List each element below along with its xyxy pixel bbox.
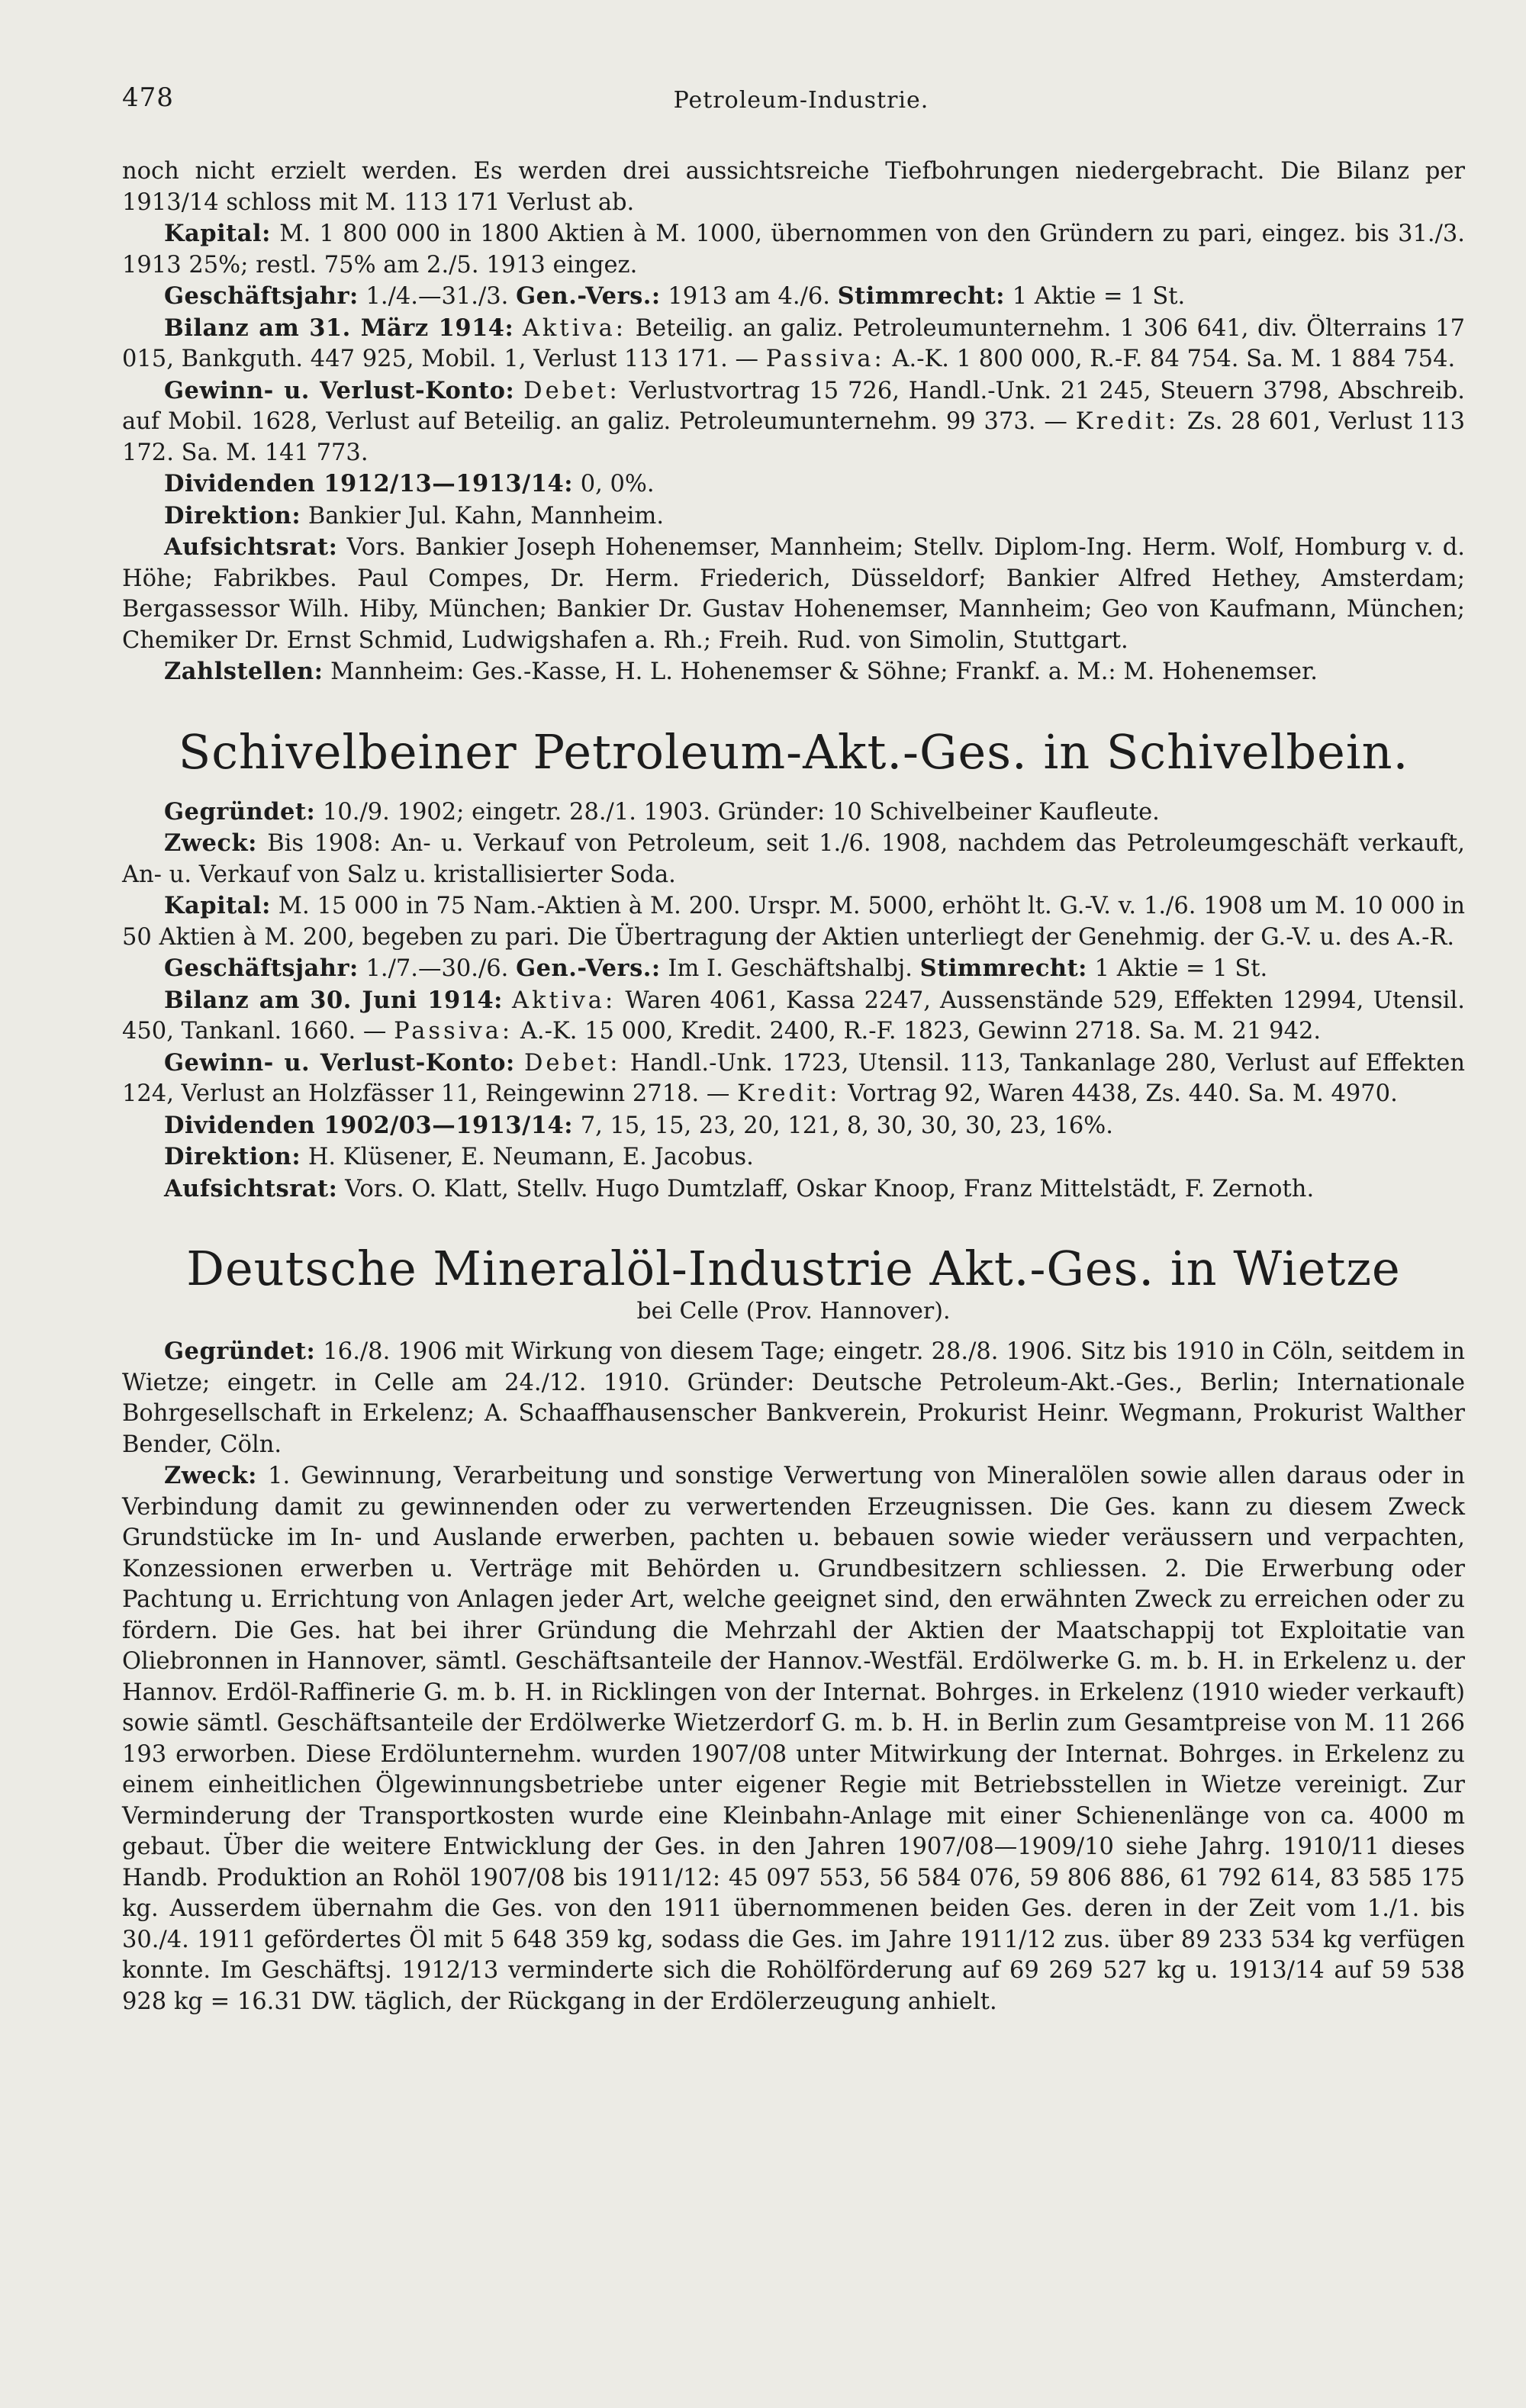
s1-gegruendet bbox=[122, 797, 1465, 829]
zahl-text: Mannheim: Ges.-Kasse, H. L. Hohenemser & Söhne; Frankf. a. M.: M. Hohenemser. bbox=[330, 658, 1318, 685]
stimm-text: 1 Aktie = 1 St. bbox=[1094, 955, 1268, 982]
s1-dividenden bbox=[122, 1110, 1465, 1142]
zweck-text: Bis 1908: An- u. Verkauf von Petroleum, seit 1./6. 1908, nachdem das Petroleumgeschäft verkauft, An- u. Verkauf von Salz u. kristallisierter Soda. bbox=[122, 830, 1465, 888]
page-number: 478 bbox=[122, 82, 174, 113]
kredit-label: Kredit: bbox=[1075, 408, 1179, 435]
intro-geschaeftsjahr bbox=[122, 281, 1465, 313]
ar-text: Vors. O. Klatt, Stellv. Hugo Dumtzlaff, Oskar Knoop, Franz Mittelstädt, F. Zernoth. bbox=[345, 1175, 1315, 1202]
guv-label: Gewinn- u. Verlust-Konto: bbox=[164, 376, 515, 404]
gj-label: Geschäftsjahr: bbox=[164, 955, 359, 982]
zweck-label: Zweck: bbox=[164, 829, 257, 857]
s1-guv bbox=[122, 1048, 1465, 1110]
stimm-label: Stimmrecht: bbox=[919, 955, 1087, 982]
running-title: Petroleum-Industrie. bbox=[673, 87, 929, 114]
s1-kapital bbox=[122, 890, 1465, 953]
s1-geschaeftsjahr bbox=[122, 953, 1465, 985]
passiva-text: A.-K. 15 000, Kredit. 2400, R.-F. 1823, Gewinn 2718. Sa. M. 21 942. bbox=[520, 1018, 1322, 1045]
aktiva-text: Beteilig. an galiz. Petroleumunternehm. 1 306 641, div. Ölterrains 17 015, Bankguth. 447 925, Mobil. 1, Verlust 113 171. — bbox=[122, 314, 1465, 372]
section-title-schivelbein: Schivelbeiner Petroleum-Akt.-Ges. in Schivelbein. bbox=[178, 723, 1409, 780]
div-text: 7, 15, 15, 23, 20, 121, 8, 30, 30, 30, 23, 16%. bbox=[580, 1112, 1113, 1139]
gegr-label: Gegründet: bbox=[164, 1338, 316, 1365]
ar-text: Vors. Bankier Joseph Hohenemser, Mannheim; Stellv. Diplom-Ing. Herm. Wolf, Homburg v. d. Höhe; Fabrikbes. Paul Compes, Dr. Herm. Friederich, Düsseldorf; Bankier Alfred Hethey, Amsterdam; Bergassessor Wilh. Hiby, München; Bankier Dr. Gustav Hohenemser, Mannheim; Geo von Kaufmann, München; Chemiker Dr. Ernst Schmid, Ludwigshafen a. Rh.; Freih. Rud. von Simolin, Stuttgart. bbox=[122, 534, 1465, 654]
intro-direktion bbox=[122, 501, 1465, 533]
intro-paragraph: noch nicht erzielt werden. Es werden drei aussichtsreiche Tiefbohrungen niedergebracht. Die Bilanz per 1913/14 schloss mit M. 113 171 Verlust ab. bbox=[122, 158, 1465, 216]
gv-text: 1913 am 4./6. bbox=[668, 283, 830, 310]
dir-label: Direktion: bbox=[164, 501, 301, 530]
stimm-text: 1 Aktie = 1 St. bbox=[1012, 283, 1186, 310]
dir-text: H. Klüsener, E. Neumann, E. Jacobus. bbox=[307, 1144, 754, 1170]
gegr-text: 16./8. 1906 mit Wirkung von diesem Tage; eingetr. 28./8. 1906. Sitz bis 1910 in Cöln, seitdem in Wietze; eingetr. in Celle am 24./12. 1910. Gründer: Deutsche Petroleum-Akt.-Ges., Berlin; Internationale Bohrgesellschaft in Erkelenz; A. Schaaffhausenscher Bankverein, Prokurist Heinr. Wegmann, Prokurist Walther Bender, Cöln. bbox=[122, 1338, 1465, 1458]
debet-text: Handl.-Unk. 1723, Utensil. 113, Tankanlage 280, Verlust auf Effekten 124, Verlust an Holzfässer 11, Reingewinn 2718. — bbox=[122, 1049, 1465, 1107]
gj-text: 1./7.—30./6. bbox=[365, 955, 509, 982]
passiva-label: Passiva: bbox=[394, 1018, 513, 1045]
debet-label: Debet: bbox=[523, 377, 620, 404]
gv-label: Gen.-Vers.: bbox=[516, 282, 661, 310]
stimm-label: Stimmrecht: bbox=[837, 282, 1005, 310]
gegr-label: Gegründet: bbox=[164, 797, 316, 826]
gv-label: Gen.-Vers.: bbox=[516, 955, 661, 982]
bilanz-label: Bilanz am 31. März 1914: bbox=[164, 314, 514, 342]
s1-direktion bbox=[122, 1141, 1465, 1173]
gv-text: Im I. Geschäftshalbj. bbox=[668, 955, 913, 982]
gegr-text: 10./9. 1902; eingetr. 28./1. 1903. Gründer: 10 Schivelbeiner Kaufleute. bbox=[322, 798, 1160, 826]
dir-label: Direktion: bbox=[164, 1143, 301, 1170]
aktiva-label: Aktiva: bbox=[512, 987, 617, 1014]
s1-aufsichtsrat bbox=[122, 1173, 1465, 1206]
guv-label: Gewinn- u. Verlust-Konto: bbox=[164, 1048, 515, 1077]
ar-label: Aufsichtsrat: bbox=[164, 533, 338, 561]
kapital-text: M. 15 000 in 75 Nam.-Aktien à M. 200. Urspr. M. 5000, erhöht lt. G.-V. v. 1./6. 1908 um M. 10 000 in 50 Aktien à M. 200, begeben zu pari. Die Übertragung der Aktien unterliegt der Genehmig. der G.-V. u. des A.-R. bbox=[122, 893, 1465, 951]
gj-text: 1./4.—31./3. bbox=[365, 283, 509, 310]
kredit-text: Vortrag 92, Waren 4438, Zs. 440. Sa. M. 4970. bbox=[848, 1080, 1398, 1107]
kredit-label: Kredit: bbox=[737, 1080, 841, 1107]
intro-aufsichtsrat bbox=[122, 532, 1465, 656]
gj-label: Geschäftsjahr: bbox=[164, 282, 359, 310]
section-title-wietze: Deutsche Mineralöl-Industrie Akt.-Ges. in Wietze bbox=[186, 1241, 1401, 1296]
s1-bilanz bbox=[122, 985, 1465, 1048]
passiva-label: Passiva: bbox=[765, 346, 885, 372]
intro-kapital bbox=[122, 218, 1465, 281]
dir-text: Bankier Jul. Kahn, Mannheim. bbox=[307, 502, 665, 530]
s1-zweck bbox=[122, 828, 1465, 890]
page-body bbox=[122, 156, 1465, 2017]
section-subtitle-wietze: bei Celle (Prov. Hannover). bbox=[636, 1298, 951, 1325]
s2-gegruendet bbox=[122, 1336, 1465, 1460]
kapital-label: Kapital: bbox=[164, 892, 271, 919]
kapital-label: Kapital: bbox=[164, 220, 271, 247]
intro-guv bbox=[122, 375, 1465, 469]
intro-zahlstellen bbox=[122, 656, 1465, 688]
intro-dividenden bbox=[122, 468, 1465, 501]
kredit-text: Zs. 28 601, Verlust 113 172. Sa. M. 141 773. bbox=[122, 408, 1466, 466]
page-header bbox=[122, 82, 1480, 128]
s2-zweck bbox=[122, 1460, 1465, 2017]
zweck-text: 1. Gewinnung, Verarbeitung und sonstige Verwertung von Mineralölen sowie allen daraus oder in Verbindung damit zu gewinnenden oder zu verwertenden Erzeugnissen. Die Ges. kann zu diesem Zweck Grundstücke im In- und Auslande erwerben, pachten u. bebauen sowie wieder veräussern und verpachten, Konzessionen erwerben u. Verträge mit Behörden u. Grundbesitzern schliessen. 2. Die Erwerbung oder Pachtung u. Errichtung von Anlagen jeder Art, welche geeignet sind, den erwähnten Zweck zu erreichen oder zu fördern. Die Ges. hat bei ihrer Gründung die Mehrzahl der Aktien der Maatschappij tot Exploitatie van Oliebronnen in Hannover, sämtl. Geschäftsanteile der Hannov.-Westfäl. Erdölwerke G. m. b. H. in Erkelenz u. der Hannov. Erdöl-Raffinerie G. m. b. H. in Ricklingen von der Internat. Bohrges. in Erkelenz (1910 wieder verkauft) sowie sämtl. Geschäftsanteile der Erdölwerke Wietzerdorf G. m. b. H. in Berlin zum Gesamtpreise von M. 11 266 193 erworben. Diese Erdölunternehm. wurden 1907/08 unter Mitwirkung der Internat. Bohrges. in Erkelenz zu einem einheitlichen Ölgewinnungsbetriebe unter eigener Regie mit Betriebsstellen in Wietze vereinigt. Zur Verminderung der Transportkosten wurde eine Kleinbahn-Anlage mit einer Schienenlänge von ca. 4000 m gebaut. Über die weitere Entwicklung der Ges. in den Jahren 1907/08—1909/10 siehe Jahrg. 1910/11 dieses Handb. Produktion an Rohöl 1907/08 bis 1911/12: 45 097 553, 56 584 076, 59 806 886, 61 792 614, 83 585 175 kg. Ausserdem übernahm die Ges. von den 1911 übernommenen beiden Ges. deren in der Zeit vom 1./1. bis 30./4. 1911 gefördertes Öl mit 5 648 359 kg, sodass die Ges. im Jahre 1911/12 zus. über 89 233 534 kg verfügen konnte. Im Geschäftsj. 1912/13 verminderte sich die Rohölförderung auf 69 269 527 kg u. 1913/14 auf 59 538 928 kg = 16.31 DW. täglich, der Rückgang in der Erdölerzeugung anhielt. bbox=[122, 1463, 1465, 2015]
div-label: Dividenden 1902/03—1913/14: bbox=[164, 1111, 573, 1139]
div-text: 0, 0%. bbox=[580, 471, 655, 497]
debet-label: Debet: bbox=[523, 1049, 621, 1077]
intro-bilanz bbox=[122, 313, 1465, 375]
aktiva-text: Waren 4061, Kassa 2247, Aussenstände 529, Effekten 12994, Utensil. 450, Tankanl. 1660. — bbox=[122, 987, 1465, 1045]
div-label: Dividenden 1912/13—1913/14: bbox=[164, 470, 573, 497]
kapital-text: M. 1 800 000 in 1800 Aktien à M. 1000, übernommen von den Gründern zu pari, eingez. bis 31./3. 1913 25%; restl. 75% am 2./5. 1913 eingez. bbox=[122, 221, 1465, 278]
zweck-label: Zweck: bbox=[164, 1462, 257, 1489]
aktiva-label: Aktiva: bbox=[522, 314, 627, 342]
ar-label: Aufsichtsrat: bbox=[164, 1174, 338, 1202]
zahl-label: Zahlstellen: bbox=[164, 658, 324, 685]
debet-text: Verlustvortrag 15 726, Handl.-Unk. 21 245, Steuern 3798, Abschreib. auf Mobil. 1628, Verlust auf Beteilig. an galiz. Petroleumunternehm. 99 373. — bbox=[122, 377, 1466, 435]
bilanz-label: Bilanz am 30. Juni 1914: bbox=[164, 986, 503, 1014]
passiva-text: A.-K. 1 800 000, R.-F. 84 754. Sa. M. 1 884 754. bbox=[892, 346, 1456, 372]
